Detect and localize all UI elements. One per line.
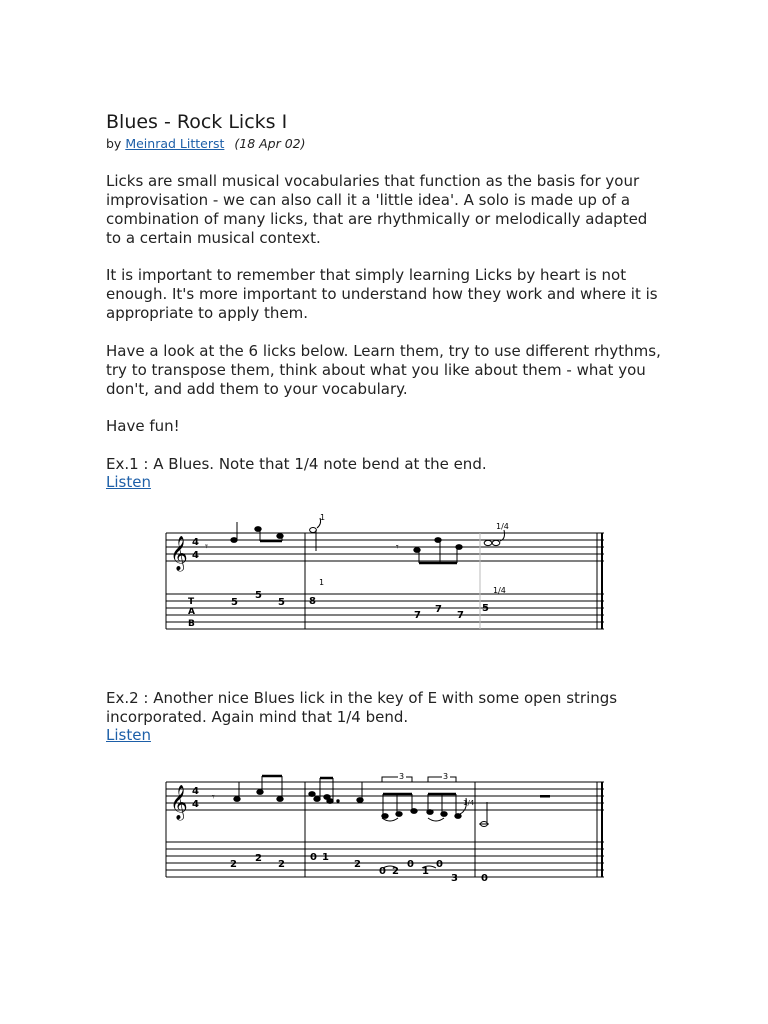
tab-number: 1 <box>422 866 429 877</box>
tab-number: 7 <box>414 610 421 621</box>
paragraph-have-fun: Have fun! <box>106 417 180 435</box>
tab-number: 0 <box>310 852 317 863</box>
tab-clef-a: A <box>188 607 195 617</box>
svg-text:𝄾: 𝄾 <box>396 542 399 553</box>
staff-lines <box>166 533 604 561</box>
ex2-tab-numbers <box>230 852 488 884</box>
tab-number: 1 <box>319 578 325 587</box>
time-signature-top: 4 <box>192 786 199 797</box>
tab-clef <box>188 597 195 629</box>
triplet-mark: 3 <box>399 772 405 781</box>
time-signature-bottom: 4 <box>192 550 199 561</box>
publish-date: (18 Apr 02) <box>234 136 306 151</box>
example-2-caption: Ex.2 : Another nice Blues lick in the key of E with some open strings incorporated. Again mind that 1/4 bend. <box>106 689 618 726</box>
svg-text:𝄾: 𝄾 <box>205 540 208 553</box>
byline <box>106 136 306 151</box>
tab-number: 5 <box>482 603 489 614</box>
tab-number: 0 <box>407 859 414 870</box>
tab-number: 1 <box>322 852 329 863</box>
bend-mark-quarter: 1/4 <box>463 799 475 807</box>
paragraph-look: Have a look at the 6 licks below. Learn them, try to use different rhythms, try to transpose them, think about what you like about them - what you don't, and add them to your vocabulary. <box>106 342 661 398</box>
tab-number: 2 <box>230 859 237 870</box>
staff-lines <box>166 782 604 810</box>
tab-number: 3 <box>451 873 458 884</box>
example-2-score <box>160 760 610 888</box>
time-signature-top: 4 <box>192 537 199 548</box>
triplet-mark: 3 <box>443 772 449 781</box>
by-label: by <box>106 136 122 151</box>
tab-number: 2 <box>392 866 399 877</box>
bend-mark-quarter: 1/4 <box>496 522 509 531</box>
tab-number: 2 <box>278 859 285 870</box>
svg-text:𝄾: 𝄾 <box>212 792 215 803</box>
ex2-notes <box>212 776 550 827</box>
paragraph-understand: It is important to remember that simply learning Licks by heart is not enough. It's more important to understand how they work and where it is appropriate to apply them. <box>106 266 658 322</box>
tab-number: 0 <box>436 859 443 870</box>
example-1-listen-link[interactable]: Listen <box>106 473 151 491</box>
tab-number: 8 <box>309 596 316 607</box>
author-link[interactable]: Meinrad Litterst <box>125 136 225 151</box>
intro-paragraph: Licks are small musical vocabularies that function as the basis for your improvisation - we can also call it a 'little idea'. A solo is made up of a combination of many licks, that are rhythmically or melodically adapted to a certain musical context. <box>106 172 648 247</box>
tab-number: 5 <box>231 597 238 608</box>
tab-number: 2 <box>255 853 262 864</box>
tab-number: 2 <box>354 859 361 870</box>
bend-mark-1: 1 <box>320 513 326 522</box>
tab-number: 7 <box>435 604 442 615</box>
tab-number: 5 <box>278 597 285 608</box>
tab-clef-t: T <box>188 597 195 607</box>
tab-number: 1/4 <box>493 586 506 595</box>
example-2-listen-link[interactable]: Listen <box>106 726 151 744</box>
tab-number: 0 <box>379 866 386 877</box>
tab-clef-b: B <box>188 619 195 629</box>
example-1-caption: Ex.1 : A Blues. Note that 1/4 note bend at the end. <box>106 455 487 473</box>
tab-number: 7 <box>457 610 464 621</box>
example-1-score <box>160 506 610 636</box>
treble-clef-icon: 𝄞 <box>170 536 188 571</box>
page-title: Blues - Rock Licks I <box>106 111 288 133</box>
treble-clef-icon: 𝄞 <box>170 785 188 820</box>
time-signature-bottom: 4 <box>192 799 199 810</box>
tab-number: 0 <box>481 873 488 884</box>
tab-number: 5 <box>255 590 262 601</box>
